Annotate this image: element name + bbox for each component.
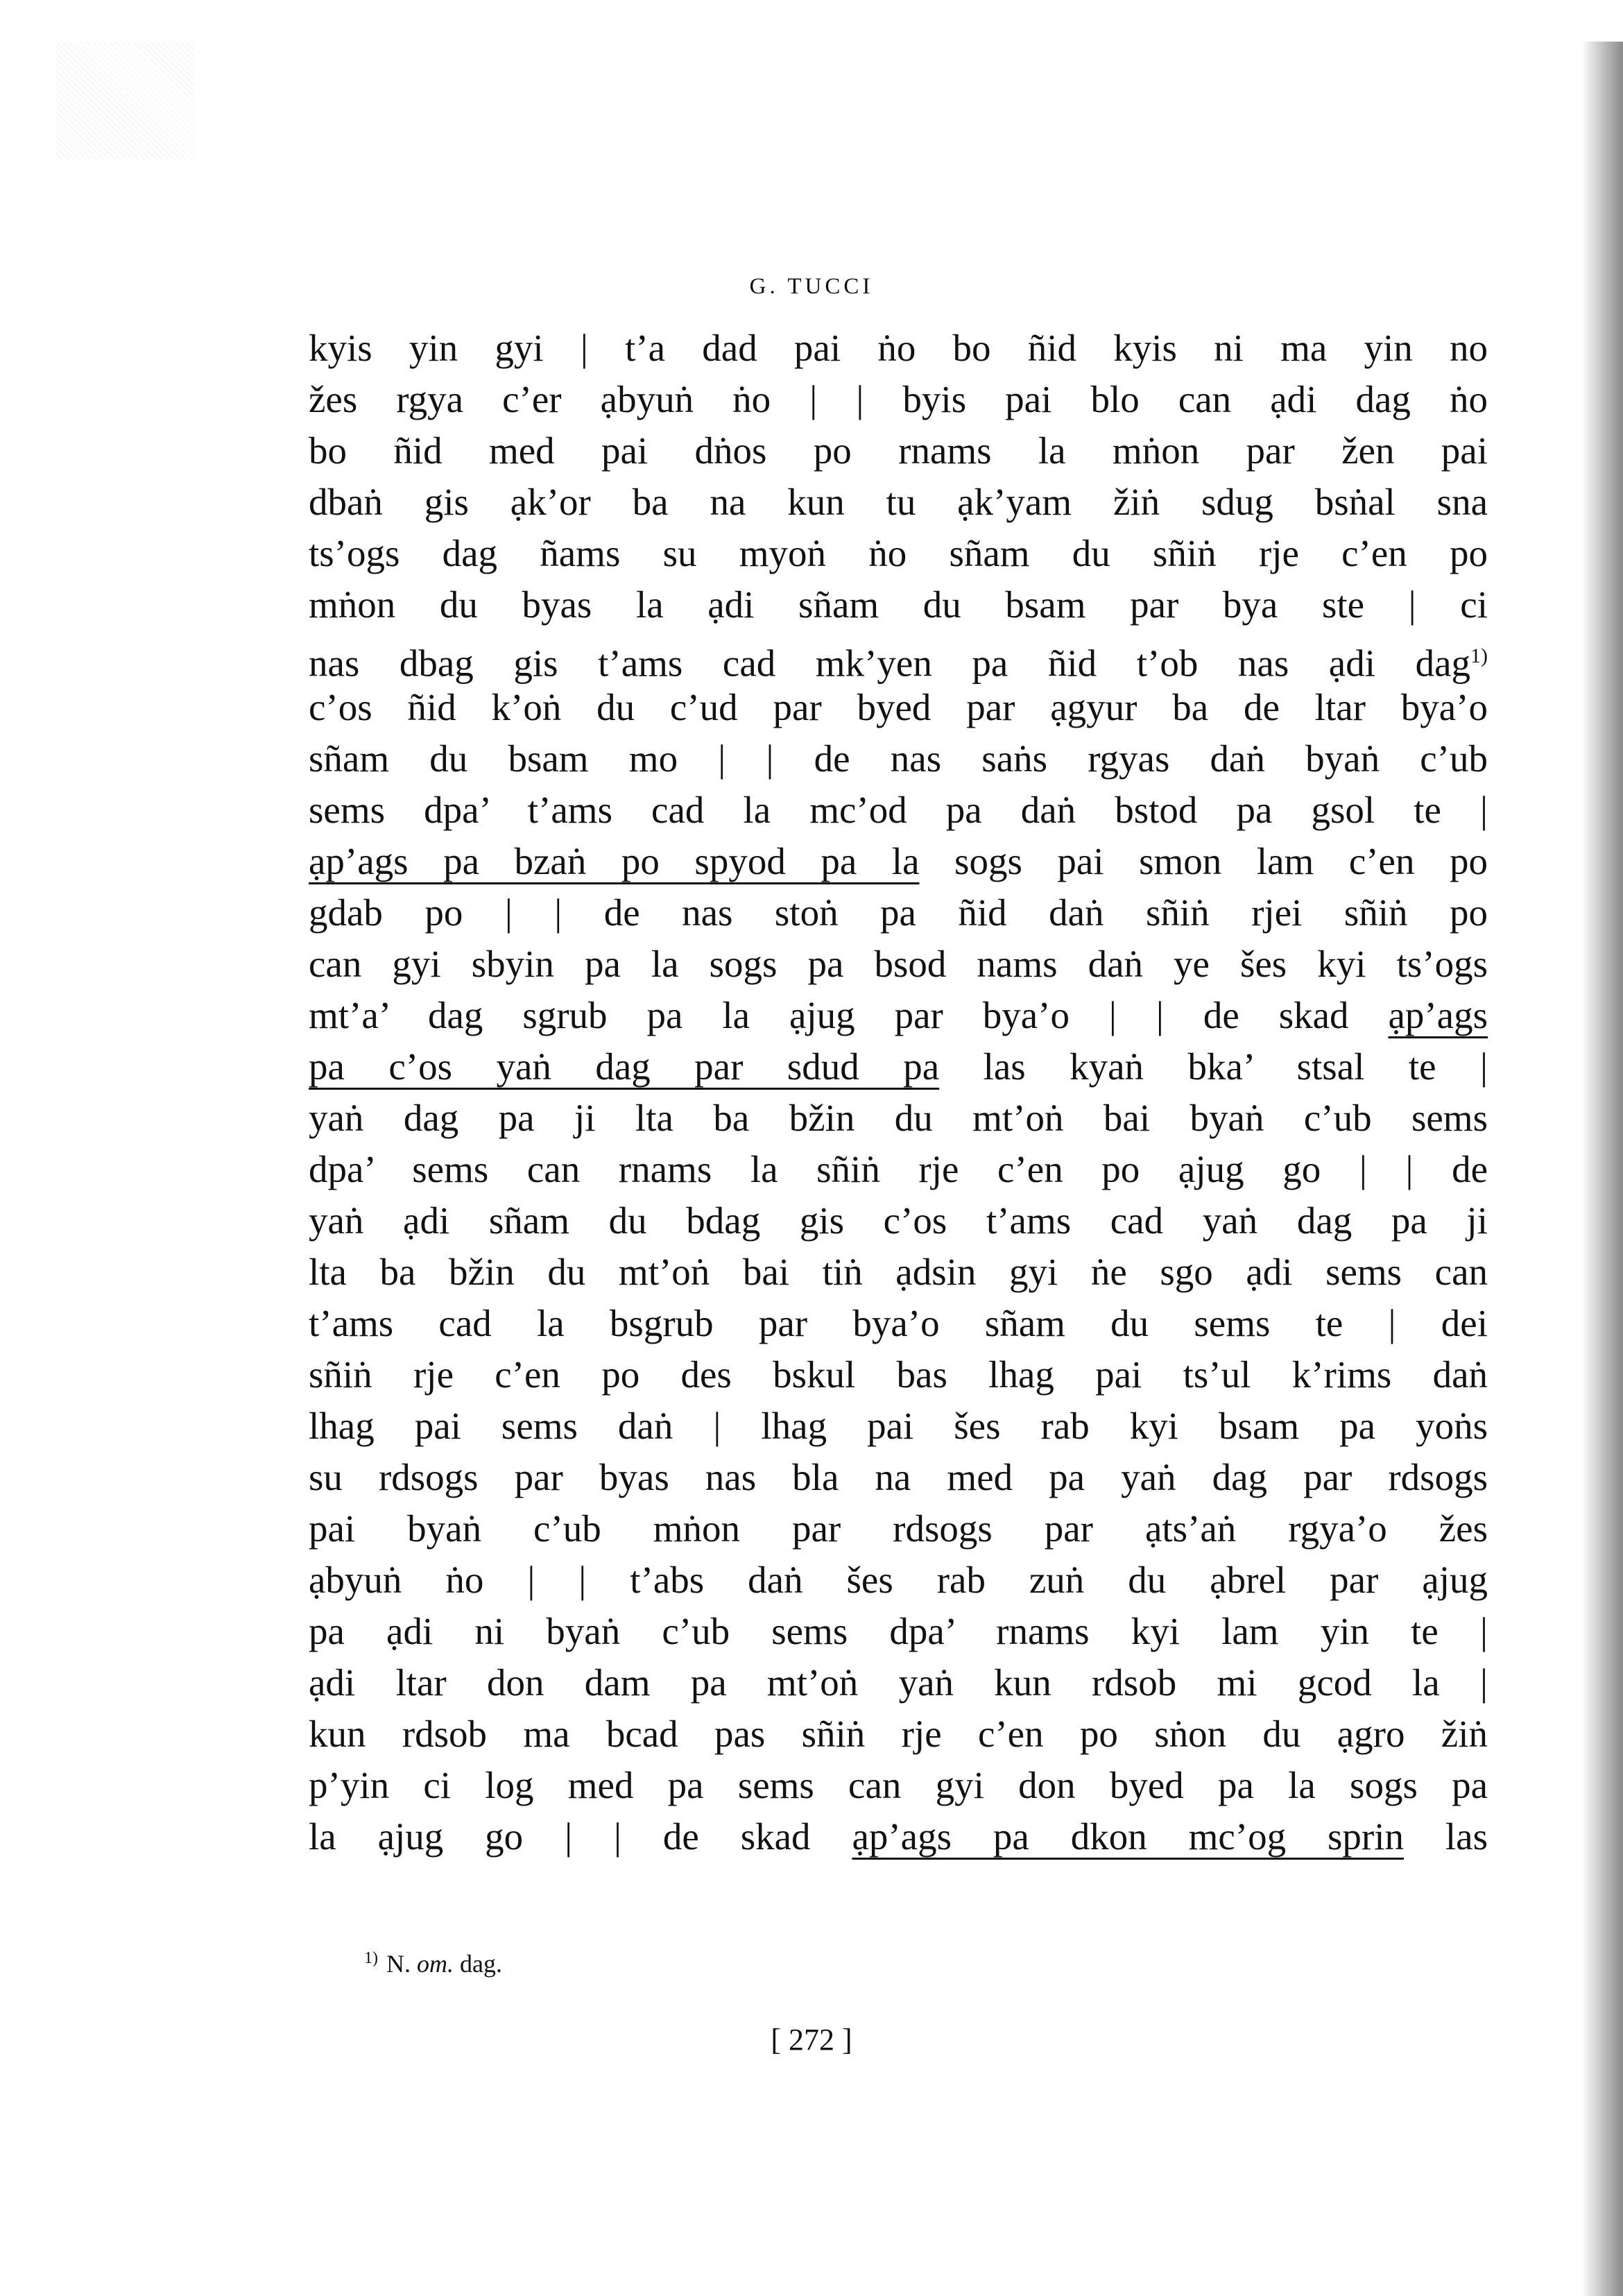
text-line: pa c’os yaṅ dag par sdud pa las kyaṅ bka’ stsal te | <box>309 1045 1488 1088</box>
footnote: $^{1)}$ N. om. dag. <box>364 1949 502 1978</box>
text-line: can gyi sbyin pa la sogs pa bsod nams daṅ ye šes kyi ts’ogs <box>309 943 1488 985</box>
text-line: t’ams cad la bsgrub par bya’o sñam du sems te | dei <box>309 1302 1488 1344</box>
text-line: kyis yin gyi | t’a dad pai ṅo bo ñid kyis ni ma yin no <box>309 327 1488 369</box>
text-line: gdab po | | de nas stoṅ pa ñid daṅ sñiṅ rjei sñiṅ po <box>309 891 1488 934</box>
text-line: lta ba bžin du mt’oṅ bai tiṅ ạdsin gyi ṅe sgo ạdi sems can <box>309 1251 1488 1293</box>
text-line: sñiṅ rje c’en po des bskul bas lhag pai ts’ul k’rims daṅ <box>309 1353 1488 1396</box>
underlined-title: pa c’os yaṅ dag par sdud pa <box>309 1045 940 1088</box>
text-line: mṅon du byas la ạdi sñam du bsam par bya ste | ci <box>309 583 1488 626</box>
text-line: sems dpa’ t’ams cad la mc’od pa daṅ bstod pa gsol te | <box>309 789 1488 831</box>
underlined-title: ạp’ags pa bzaṅ po spyod pa la <box>309 840 920 882</box>
text-line: pa ạdi ni byaṅ c’ub sems dpa’ rnams kyi lam yin te | <box>309 1610 1488 1652</box>
text-line: kun rdsob ma bcad pas sñiṅ rje c’en po sṅon du ạgro žiṅ <box>309 1713 1488 1755</box>
text-line: la ạjug go | | de skad ạp’ags pa dkon mc’og sprin las <box>309 1815 1488 1858</box>
text-line: sñam du bsam mo | | de nas saṅs rgyas daṅ byaṅ c’ub <box>309 737 1488 780</box>
text-line: dbaṅ gis ạk’or ba na kun tu ạk’yam žiṅ sdug bsṅal sna <box>309 481 1488 523</box>
text-line: lhag pai sems daṅ | lhag pai šes rab kyi bsam pa yoṅs <box>309 1405 1488 1447</box>
running-head: G. TUCCI <box>749 274 874 299</box>
text-line: ạp’ags pa bzaṅ po spyod pa la sogs pai smon lam c’en po <box>309 840 1488 882</box>
text-line: mt’a’ dag sgrub pa la ạjug par bya’o | | de skad ạp’ags <box>309 994 1488 1036</box>
text-line: nas dbag gis t’ams cad mk’yen pa ñid t’ob nas ạdi dag$^{1)}$ <box>309 642 1488 685</box>
text-line: pai byaṅ c’ub mṅon par rdsogs par ạts’aṅ rgya’o žes <box>309 1507 1488 1550</box>
text-line: ạbyuṅ ṅo | | t’abs daṅ šes rab zuṅ du ạbrel par ạjug <box>309 1559 1488 1601</box>
underlined-title: ạp’ags pa dkon mc’og sprin <box>852 1815 1404 1858</box>
page-number: [ 272 ] <box>771 2023 852 2057</box>
text-line: su rdsogs par byas nas bla na med pa yaṅ dag par rdsogs <box>309 1456 1488 1498</box>
text-line: žes rgya c’er ạbyuṅ ṅo | | byis pai blo can ạdi dag ṅo <box>309 378 1488 420</box>
text-line: c’os ñid k’oṅ du c’ud par byed par ạgyur ba de ltar bya’o <box>309 686 1488 728</box>
text-line: yaṅ dag pa ji lta ba bžin du mt’oṅ bai byaṅ c’ub sems <box>309 1097 1488 1139</box>
footnote-number: 1) <box>364 1949 378 1967</box>
text-line: p’yin ci log med pa sems can gyi don byed pa la sogs pa <box>309 1764 1488 1806</box>
footnote-abbrev: om. <box>417 1950 454 1978</box>
underlined-title: ạp’ags <box>1388 994 1488 1036</box>
text-line: ạdi ltar don dam pa mt’oṅ yaṅ kun rdsob mi gcod la | <box>309 1661 1488 1704</box>
scan-edge-shadow <box>1581 42 1623 2296</box>
text-line: bo ñid med pai dṅos po rnams la mṅon par žen pai <box>309 429 1488 472</box>
text-line: dpa’ sems can rnams la sñiṅ rje c’en po ạjug go | | de <box>309 1148 1488 1190</box>
body-text <box>309 323 1488 1862</box>
text-line: yaṅ ạdi sñam du bdag gis c’os t’ams cad yaṅ dag pa ji <box>309 1199 1488 1242</box>
text-line: ts’ogs dag ñams su myoṅ ṅo sñam du sñiṅ rje c’en po <box>309 532 1488 574</box>
footnote-marker: 1) <box>1470 644 1488 667</box>
scan-speckle <box>55 42 194 160</box>
